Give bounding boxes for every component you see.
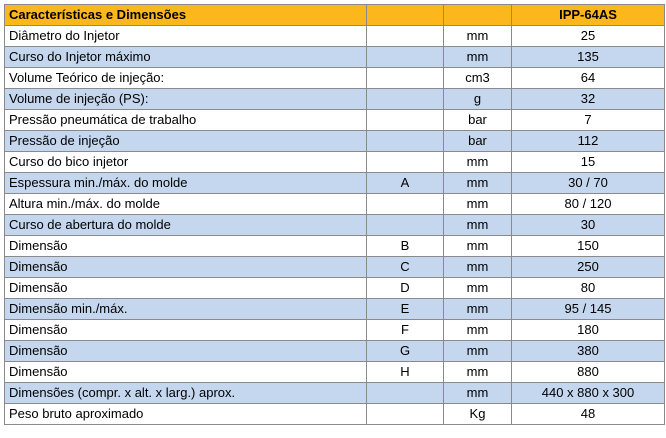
spec-name-cell: Dimensão (5, 320, 367, 341)
spec-unit-cell: mm (444, 320, 512, 341)
table-row (5, 110, 665, 131)
spec-unit-cell: mm (444, 299, 512, 320)
spec-value-cell: 150 (512, 236, 665, 257)
spec-value-cell: 30 / 70 (512, 173, 665, 194)
spec-value-cell: 135 (512, 47, 665, 68)
table-row (5, 131, 665, 152)
spec-value-cell: 380 (512, 341, 665, 362)
table-row (5, 320, 665, 341)
table-row (5, 257, 665, 278)
table-row (5, 278, 665, 299)
spec-code-cell: D (367, 278, 444, 299)
spec-value-cell: 30 (512, 215, 665, 236)
spec-code-cell (367, 194, 444, 215)
spec-unit-cell: mm (444, 26, 512, 47)
spec-code-cell (367, 89, 444, 110)
table-row (5, 89, 665, 110)
spec-value-cell: 15 (512, 152, 665, 173)
spec-unit-cell: mm (444, 215, 512, 236)
spec-code-cell: E (367, 299, 444, 320)
spec-unit-cell: bar (444, 131, 512, 152)
spec-name-cell: Altura min./máx. do molde (5, 194, 367, 215)
spec-unit-cell: mm (444, 152, 512, 173)
spec-unit-cell: mm (444, 236, 512, 257)
spec-code-cell (367, 47, 444, 68)
spec-unit-cell: bar (444, 110, 512, 131)
table-row (5, 215, 665, 236)
spec-unit-cell: g (444, 89, 512, 110)
spec-unit-cell: cm3 (444, 68, 512, 89)
spec-code-cell (367, 215, 444, 236)
spec-unit-cell: mm (444, 173, 512, 194)
spec-value-cell: 25 (512, 26, 665, 47)
table-row (5, 236, 665, 257)
spec-value-cell: 64 (512, 68, 665, 89)
spec-name-cell: Peso bruto aproximado (5, 404, 367, 425)
spec-unit-cell: mm (444, 362, 512, 383)
spec-value-cell: 112 (512, 131, 665, 152)
spec-code-cell: B (367, 236, 444, 257)
spec-code-cell (367, 68, 444, 89)
table-row (5, 194, 665, 215)
table-row (5, 341, 665, 362)
spec-code-cell: A (367, 173, 444, 194)
spec-value-cell: 95 / 145 (512, 299, 665, 320)
table-row (5, 173, 665, 194)
spec-name-cell: Volume Teórico de injeção: (5, 68, 367, 89)
spec-name-cell: Curso do Injetor máximo (5, 47, 367, 68)
spec-name-cell: Dimensão (5, 236, 367, 257)
spec-name-cell: Diâmetro do Injetor (5, 26, 367, 47)
table-row (5, 362, 665, 383)
spec-unit-cell: mm (444, 341, 512, 362)
table-row (5, 383, 665, 404)
header-code (367, 5, 444, 26)
spec-value-cell: 32 (512, 89, 665, 110)
spec-value-cell: 880 (512, 362, 665, 383)
spec-name-cell: Dimensões (compr. x alt. x larg.) aprox. (5, 383, 367, 404)
table-row (5, 404, 665, 425)
specifications-table-body (5, 5, 665, 425)
spec-unit-cell: mm (444, 383, 512, 404)
spec-value-cell: 250 (512, 257, 665, 278)
spec-unit-cell: mm (444, 278, 512, 299)
spec-code-cell: F (367, 320, 444, 341)
spec-name-cell: Dimensão (5, 362, 367, 383)
spec-code-cell (367, 110, 444, 131)
spec-name-cell: Curso do bico injetor (5, 152, 367, 173)
specifications-table (4, 4, 665, 425)
spec-unit-cell: Kg (444, 404, 512, 425)
table-header-row (5, 5, 665, 26)
spec-code-cell (367, 131, 444, 152)
spec-code-cell (367, 404, 444, 425)
spec-name-cell: Pressão de injeção (5, 131, 367, 152)
table-row (5, 26, 665, 47)
spec-name-cell: Dimensão (5, 341, 367, 362)
spec-value-cell: 80 (512, 278, 665, 299)
spec-name-cell: Dimensão min./máx. (5, 299, 367, 320)
header-title: Características e Dimensões (5, 5, 367, 26)
spec-unit-cell: mm (444, 257, 512, 278)
spec-name-cell: Dimensão (5, 257, 367, 278)
spec-code-cell (367, 383, 444, 404)
spec-name-cell: Volume de injeção (PS): (5, 89, 367, 110)
header-unit (444, 5, 512, 26)
spec-unit-cell: mm (444, 47, 512, 68)
spec-value-cell: 48 (512, 404, 665, 425)
spec-code-cell: G (367, 341, 444, 362)
spec-unit-cell: mm (444, 194, 512, 215)
header-model: IPP-64AS (512, 5, 665, 26)
table-row (5, 152, 665, 173)
table-row (5, 47, 665, 68)
spec-name-cell: Curso de abertura do molde (5, 215, 367, 236)
spec-code-cell (367, 26, 444, 47)
spec-value-cell: 80 / 120 (512, 194, 665, 215)
table-row (5, 68, 665, 89)
spec-code-cell (367, 152, 444, 173)
spec-code-cell: H (367, 362, 444, 383)
spec-value-cell: 7 (512, 110, 665, 131)
table-row (5, 299, 665, 320)
spec-name-cell: Pressão pneumática de trabalho (5, 110, 367, 131)
spec-name-cell: Espessura min./máx. do molde (5, 173, 367, 194)
spec-value-cell: 440 x 880 x 300 (512, 383, 665, 404)
spec-code-cell: C (367, 257, 444, 278)
spec-name-cell: Dimensão (5, 278, 367, 299)
spec-value-cell: 180 (512, 320, 665, 341)
